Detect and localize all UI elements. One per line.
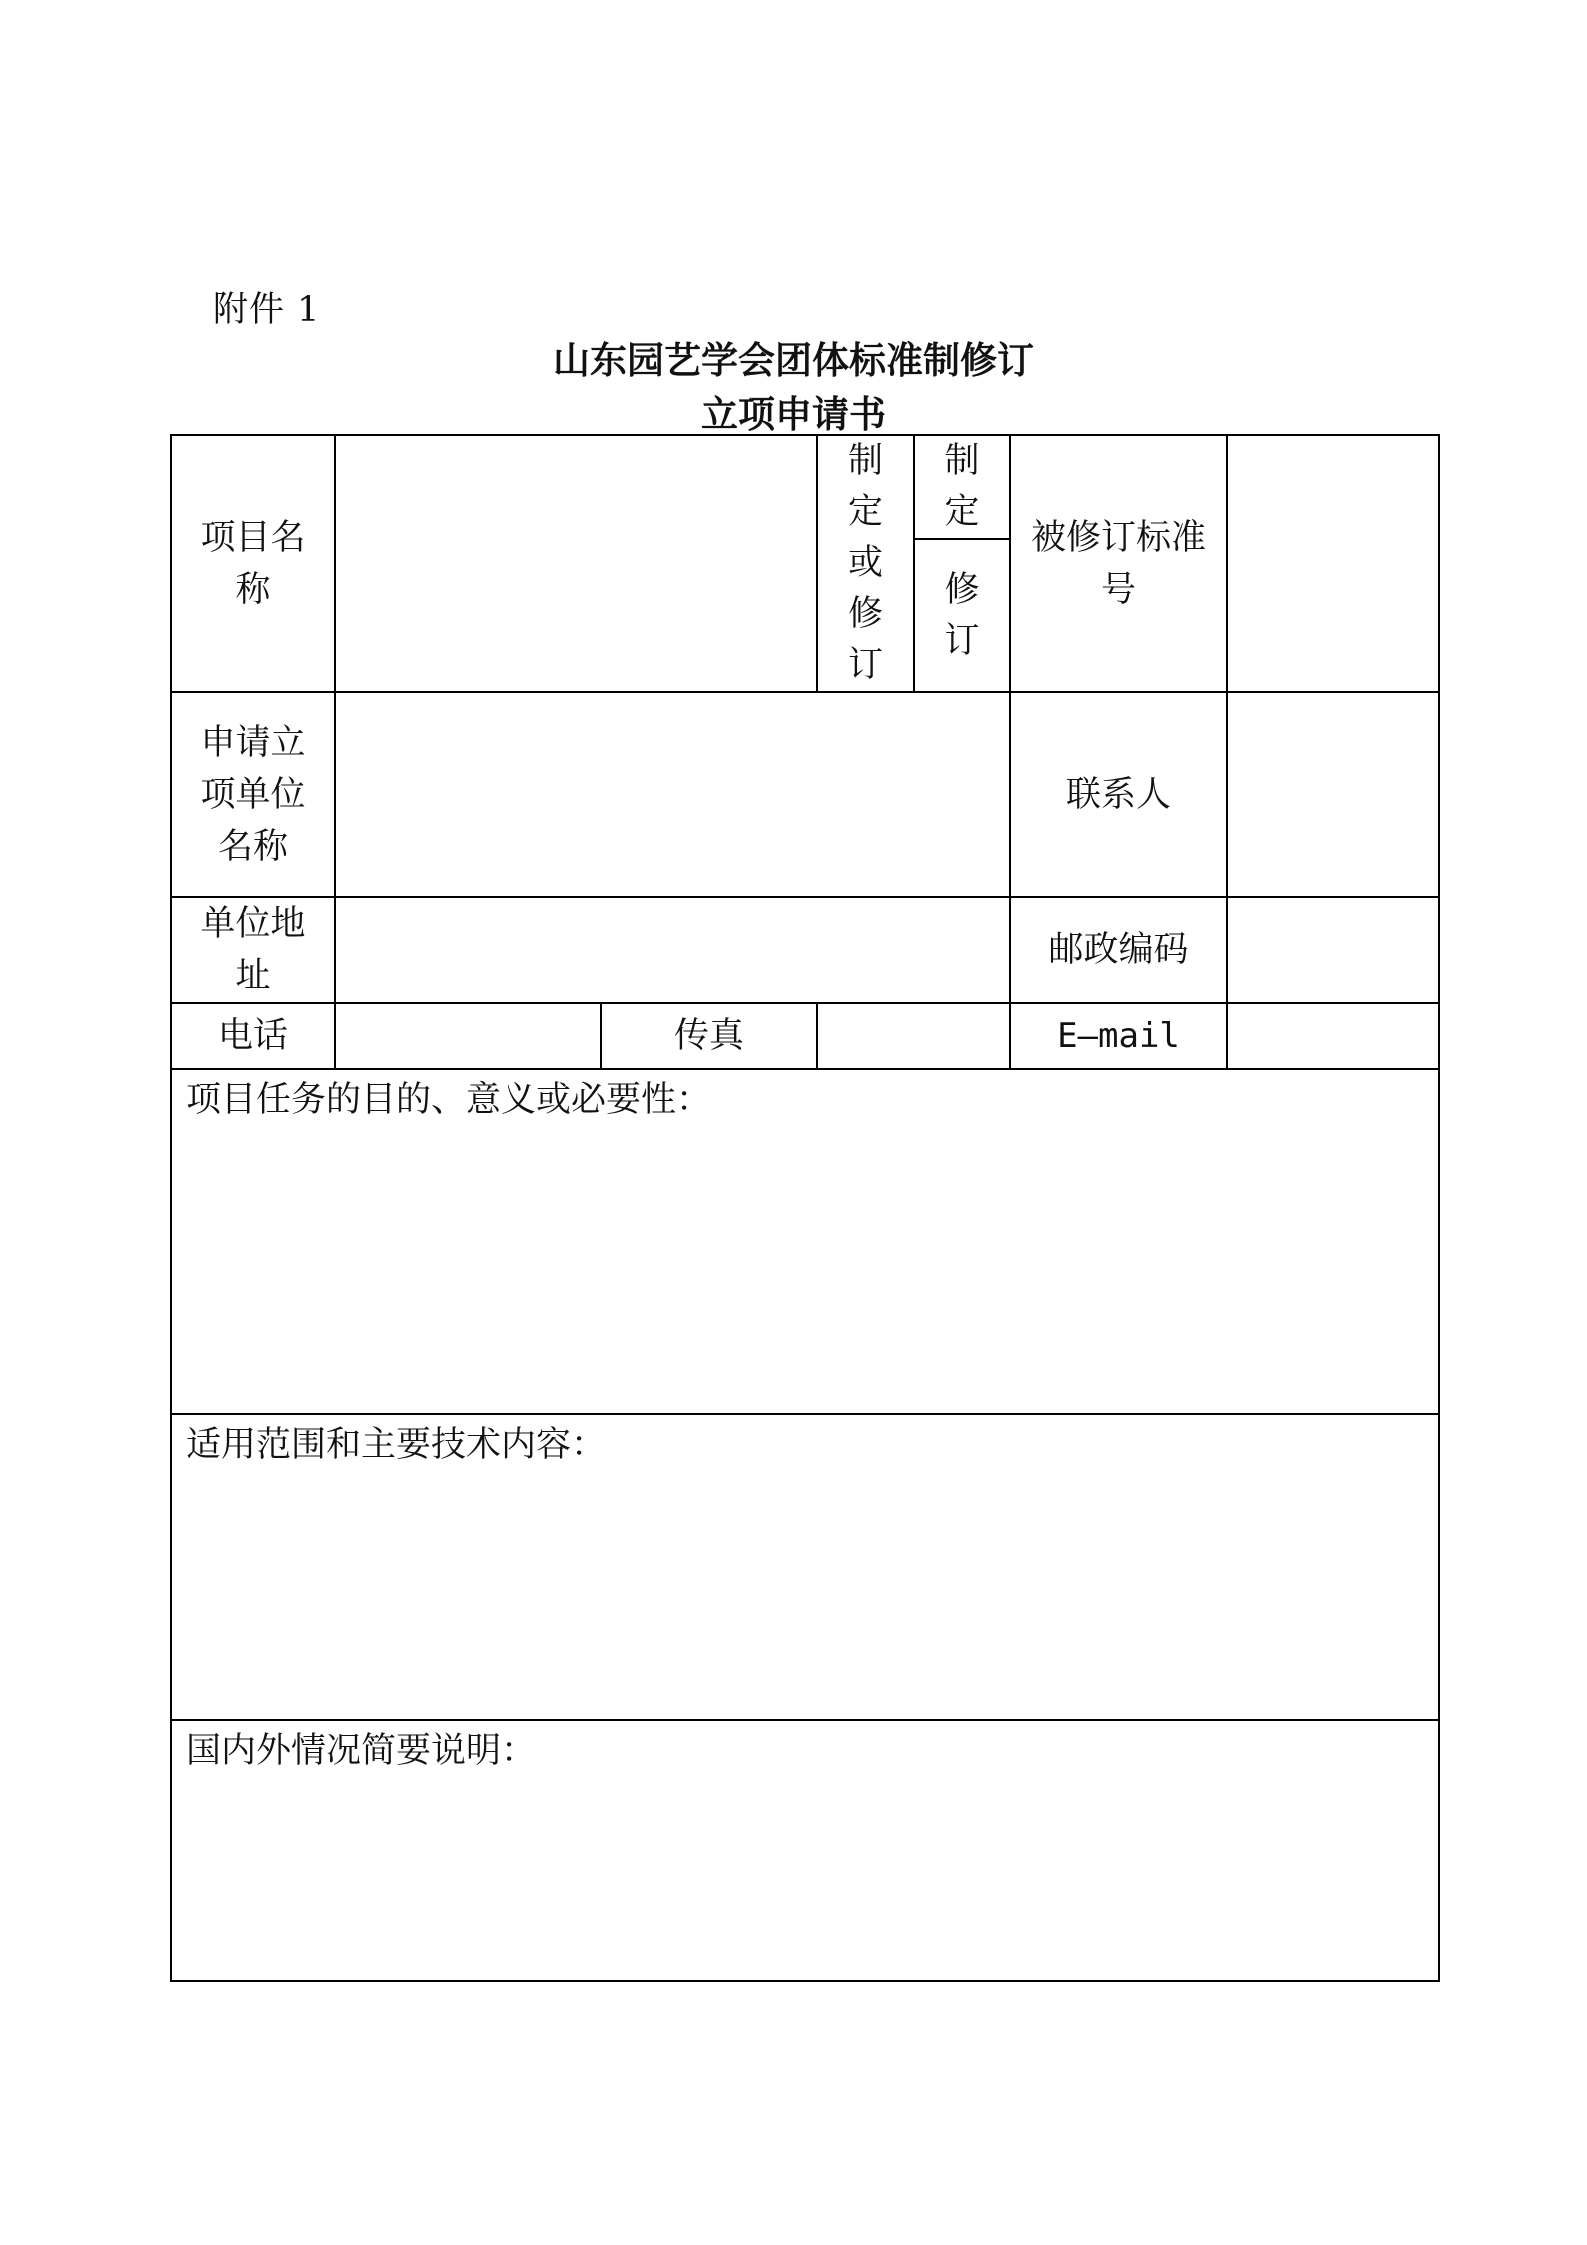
document-title: 山东园艺学会团体标准制修订 (553, 339, 1034, 382)
email-field[interactable] (1227, 1003, 1439, 1069)
application-form (170, 434, 1440, 1982)
postcode-label-cell (1010, 897, 1227, 1003)
revised-standard-no-label: 被修订标准号 (1031, 517, 1207, 610)
form-row-scope (171, 1414, 1439, 1720)
form-row-project (171, 435, 1439, 539)
scope-section-title: 适用范围和主要技术内容： (186, 1425, 607, 1465)
fax-label: 传真 (673, 1016, 744, 1056)
project-name-label: 项目名称 (200, 517, 306, 610)
contact-field[interactable] (1227, 692, 1439, 897)
purpose-section[interactable] (171, 1069, 1439, 1414)
unit-address-field[interactable] (335, 897, 1010, 1003)
unit-address-label: 单位地址 (200, 904, 306, 996)
form-row-background (171, 1720, 1439, 1981)
applicant-unit-field[interactable] (335, 692, 1010, 897)
scope-section[interactable] (171, 1414, 1439, 1720)
email-label: E—mail (1057, 1016, 1180, 1056)
postcode-label: 邮政编码 (1048, 930, 1189, 970)
fax-field[interactable] (817, 1003, 1010, 1069)
email-label-cell (1010, 1003, 1227, 1069)
revised-standard-no-field[interactable] (1227, 435, 1439, 692)
phone-label-cell (171, 1003, 335, 1069)
fax-label-cell (601, 1003, 817, 1069)
phone-label: 电话 (217, 1016, 288, 1056)
option-make-label: 制定 (944, 441, 980, 532)
applicant-unit-label-cell (171, 692, 335, 897)
phone-field[interactable] (335, 1003, 601, 1069)
unit-address-label-cell (171, 897, 335, 1003)
form-row-address (171, 897, 1439, 1003)
applicant-unit-label: 申请立项单位名称 (200, 722, 306, 867)
contact-label: 联系人 (1065, 774, 1171, 815)
purpose-section-title: 项目任务的目的、意义或必要性： (186, 1080, 712, 1120)
option-make-cell[interactable] (914, 435, 1010, 539)
background-section[interactable] (171, 1720, 1439, 1981)
contact-label-cell (1010, 692, 1227, 897)
form-row-applicant (171, 692, 1439, 897)
form-row-contact-info (171, 1003, 1439, 1069)
form-row-purpose (171, 1069, 1439, 1414)
postcode-field[interactable] (1227, 897, 1439, 1003)
project-name-field[interactable] (335, 435, 817, 692)
option-revise-label: 修订 (944, 569, 980, 661)
background-section-title: 国内外情况简要说明： (186, 1731, 537, 1771)
attachment-label: 附件 1 (213, 290, 321, 330)
document-subtitle: 立项申请书 (701, 393, 886, 436)
project-name-label-cell (171, 435, 335, 692)
make-or-revise-label: 制定或修订 (848, 441, 884, 685)
make-or-revise-label-cell (817, 435, 914, 692)
option-revise-cell[interactable] (914, 539, 1010, 692)
revised-standard-no-label-cell (1010, 435, 1227, 692)
